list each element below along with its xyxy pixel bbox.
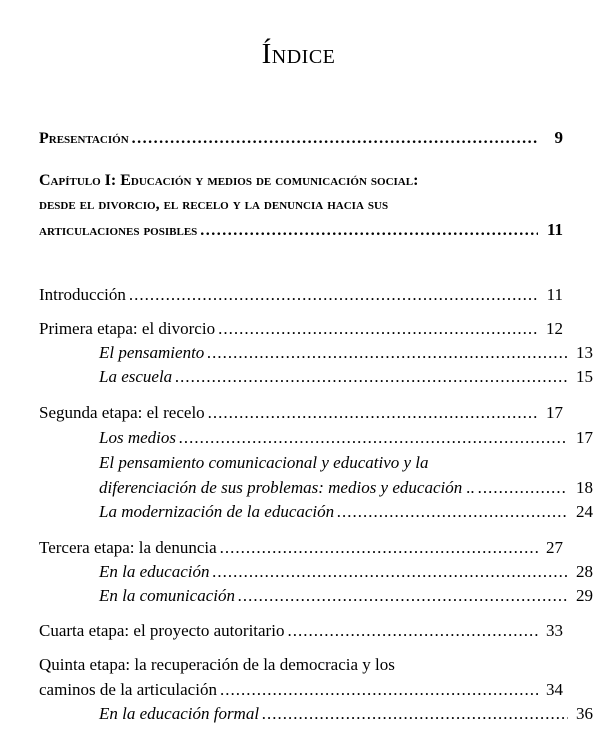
leader-dots — [212, 562, 568, 582]
toc-subentry[interactable] — [69, 586, 593, 606]
leader-dots — [238, 586, 568, 606]
toc-entry-capitulo-1[interactable] — [39, 172, 563, 240]
leader-dots — [220, 538, 538, 558]
toc-page-number: 15 — [576, 367, 593, 386]
toc-entry-text: caminos de la articulación — [39, 680, 217, 699]
toc-entry-text: articulaciones posibles — [39, 222, 198, 239]
toc-page-number: 11 — [546, 220, 563, 239]
toc-entry[interactable] — [39, 655, 563, 700]
toc-entry-text-line: desde el divorcio, el recelo y la denuncia hacia sus — [39, 196, 389, 213]
toc-page-number: 36 — [576, 704, 593, 723]
toc-entry-presentacion[interactable] — [39, 128, 563, 148]
toc-subentry[interactable] — [69, 367, 593, 387]
leader-dots — [262, 704, 568, 724]
toc-page-number: 13 — [576, 343, 593, 362]
toc-page-number: 11 — [546, 285, 563, 304]
toc-subentry[interactable] — [69, 453, 593, 498]
toc-page-number: 27 — [546, 538, 563, 557]
toc-entry-text: En la comunicación — [99, 586, 235, 605]
toc-subentry[interactable] — [69, 343, 593, 363]
toc-subentry[interactable] — [69, 562, 593, 582]
toc-entry-text: Cuarta etapa: el proyecto autoritario — [39, 621, 285, 640]
toc-entry-text: Tercera etapa: la denuncia — [39, 538, 217, 557]
toc-entry[interactable] — [39, 319, 563, 339]
toc-entry-text: La escuela — [99, 367, 173, 386]
toc-page-number: 9 — [554, 128, 563, 147]
leader-dots — [179, 428, 568, 448]
leader-dots — [129, 285, 538, 305]
toc-entry-text: La modernización de la educación — [99, 502, 335, 521]
toc-entry[interactable] — [39, 403, 563, 423]
toc-page-number: 28 — [576, 562, 593, 581]
leader-dots — [287, 621, 538, 641]
toc-entry[interactable] — [39, 285, 563, 305]
toc-page-number: 29 — [576, 586, 593, 605]
toc-entry[interactable] — [39, 621, 563, 641]
toc-entry-text-line: El pensamiento comunicacional y educativo y la — [99, 453, 429, 472]
toc-entry-text-line: Capítulo I: Educación y medios de comunicación social: — [39, 172, 419, 189]
toc-subentry[interactable] — [69, 704, 593, 724]
leader-dots — [208, 403, 538, 423]
leader-dots — [218, 319, 538, 339]
toc-page-number: 17 — [576, 428, 593, 447]
leader-dots — [132, 130, 538, 148]
leader-dots — [337, 502, 568, 522]
leader-dots — [200, 222, 538, 240]
toc-page-number: 18 — [576, 478, 593, 497]
toc-entry-text: Segunda etapa: el recelo — [39, 403, 205, 422]
page-title: Índice — [261, 38, 336, 70]
toc-entry-text: En la educación — [99, 562, 210, 581]
toc-page-number: 33 — [546, 621, 563, 640]
toc-entry-text: diferenciación de sus problemas: medios y educación .. — [99, 478, 475, 497]
toc-entry-text: Los medios — [99, 428, 176, 447]
toc-entry-text-line: Quinta etapa: la recuperación de la democracia y los — [39, 655, 395, 674]
toc-entry-text: En la educación formal — [99, 704, 260, 723]
leader-dots — [175, 367, 568, 387]
toc-entry-text: Primera etapa: el divorcio — [39, 319, 216, 338]
toc-entry-text: Introducción — [39, 285, 126, 304]
toc-page-number: 34 — [546, 680, 563, 699]
toc-page-number: 17 — [546, 403, 563, 422]
leader-dots — [220, 680, 538, 700]
leader-dots — [478, 478, 568, 498]
toc-page-number: 12 — [546, 319, 563, 338]
toc-entry-text: Presentación — [39, 130, 129, 147]
toc-subentry[interactable] — [69, 502, 593, 522]
toc-page-number: 24 — [576, 502, 593, 521]
toc-entry-text: El pensamiento — [99, 343, 205, 362]
leader-dots — [207, 343, 568, 363]
toc-subentry[interactable] — [69, 428, 593, 448]
toc-entry[interactable] — [39, 538, 563, 558]
